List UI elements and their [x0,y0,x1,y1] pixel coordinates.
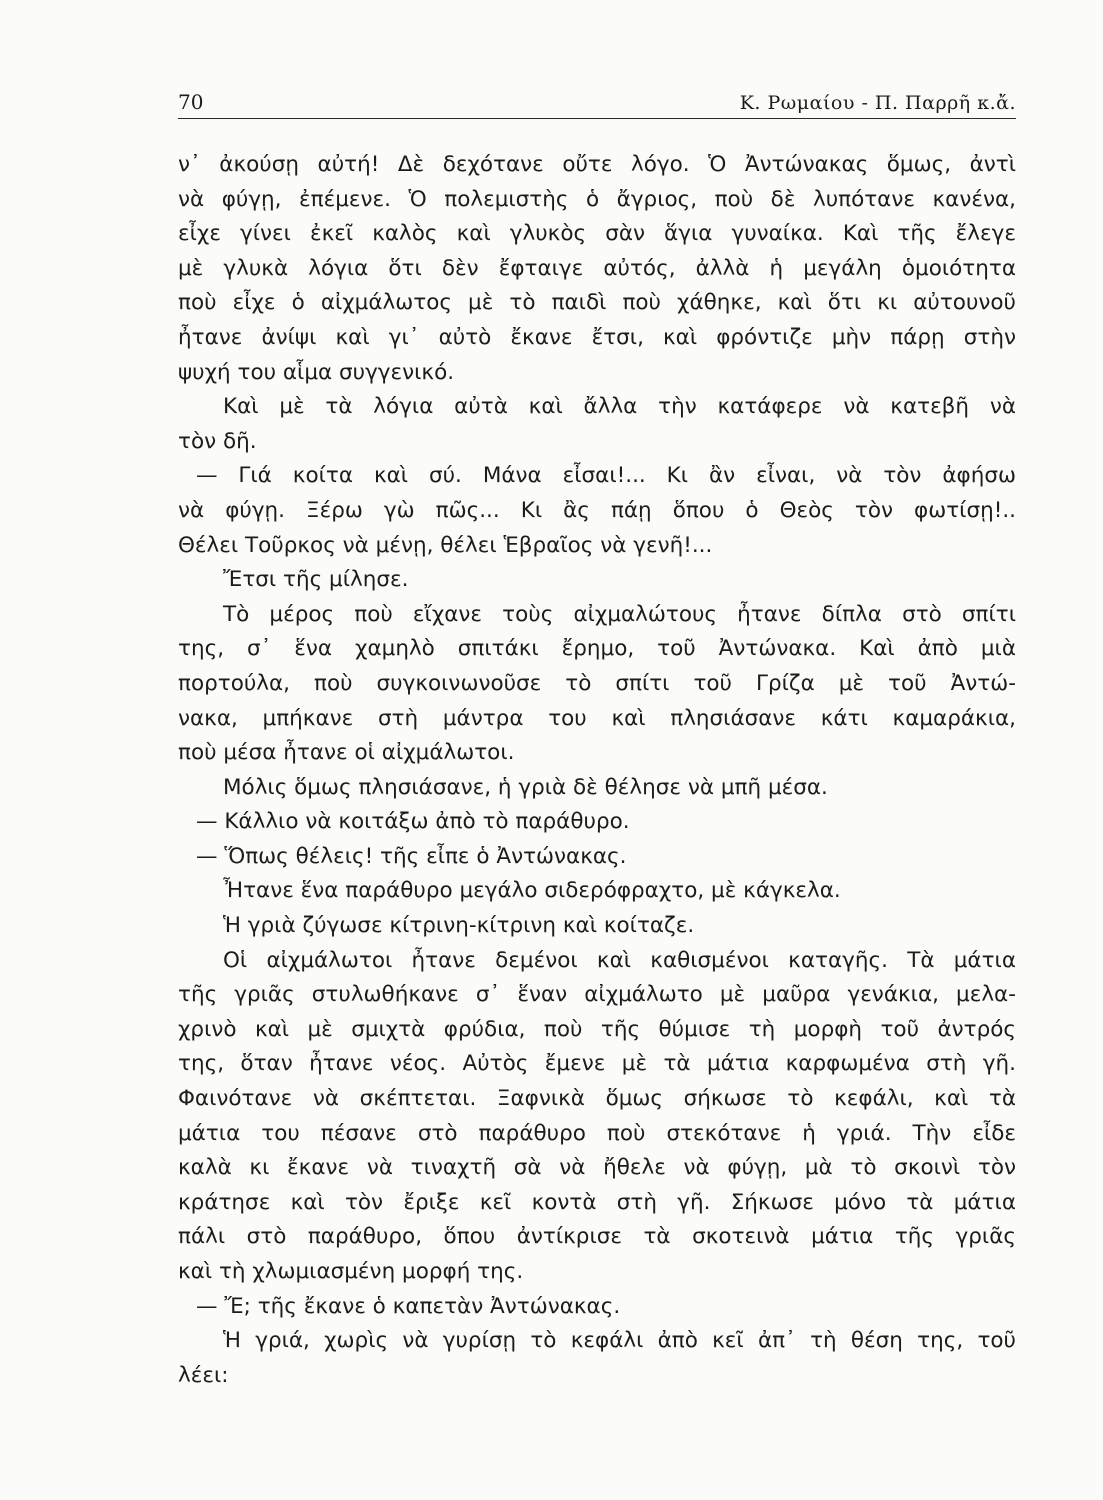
text-line: λέει: [178,1362,229,1388]
text-line: μὲ γλυκὰ λόγια ὅτι δὲν ἔφταιγε αὐτός, ἀλλὰ ἡ μεγάλη ὁμοιότητα [178,255,1016,281]
text-line: καὶ τὴ χλωμιασμένη μορφή της. [178,1259,524,1284]
text-line: πορτούλα, ποὺ συγκοινωνοῦσε τὸ σπίτι τοῦ Γρίζα μὲ τοῦ Ἀντώ- [178,670,1016,696]
text-line: νὰ φύγῃ. Ξέρω γὼ πῶς... Κι ἂς πάῃ ὅπου ὁ Θεὸς τὸν φωτίσῃ!.. [178,497,1016,523]
running-head: Κ. Ρωμαίου - Π. Παρρῆ κ.ἄ. [739,92,1016,114]
body-text [178,148,1016,1393]
text-line: εἶχε γίνει ἐκεῖ καλὸς καὶ γλυκὸς σὰν ἅγια γυναίκα. Καὶ τῆς ἔλεγε [178,221,1016,247]
text-line: ψυχή του αἷμα συγγενικό. [178,359,455,385]
text-line: τὸν δῆ. [178,428,257,454]
page-header [178,78,1016,119]
text-line: Οἱ αἰχμάλωτοι ἦτανε δεμένοι καὶ καθισμένοι καταγῆς. Τὰ μάτια [223,947,1016,973]
text-line: Ἡ γριὰ ζύγωσε κίτρινη-κίτρινη καὶ κοίταζε. [223,913,695,939]
text-line: Ἡ γριά, χωρὶς νὰ γυρίσῃ τὸ κεφάλι ἀπὸ κεῖ ἀπ᾽ τὴ θέση της, τοῦ [223,1328,1016,1354]
text-line: μάτια του πέσανε στὸ παράθυρο ποὺ στεκότανε ἡ γριά. Τὴν εἶδε [178,1120,1016,1146]
text-line: Φαινότανε νὰ σκέπτεται. Ξαφνικὰ ὅμως σήκωσε τὸ κεφάλι, καὶ τὰ [178,1086,1016,1112]
text-line: Τὸ μέρος ποὺ εἴχανε τοὺς αἰχμαλώτους ἦτανε δίπλα στὸ σπίτι [223,601,1016,627]
text-line: Ἔτσι τῆς μίλησε. [223,567,409,593]
text-line: κράτησε καὶ τὸν ἔριξε κεῖ κοντὰ στὴ γῆ. Σήκωσε μόνο τὰ μάτια [178,1189,1016,1215]
text-line: — Κάλλιο νὰ κοιτάξω ἀπὸ τὸ παράθυρο. [196,809,630,835]
text-line: Μόλις ὅμως πλησιάσανε, ἡ γριὰ δὲ θέλησε νὰ μπῆ μέσα. [223,774,828,800]
text-line: Καὶ μὲ τὰ λόγια αὐτὰ καὶ ἄλλα τὴν κατάφερε νὰ κατεβῆ νὰ [223,394,1016,420]
text-line: Θέλει Τοῦρκος νὰ μένῃ, θέλει Ἑβραῖος νὰ γενῆ!... [178,532,713,558]
text-line: πάλι στὸ παράθυρο, ὅπου ἀντίκρισε τὰ σκοτεινὰ μάτια τῆς γριᾶς [178,1224,1016,1250]
text-line: καλὰ κι ἔκανε νὰ τιναχτῆ σὰ νὰ ἤθελε νὰ φύγῃ, μὰ τὸ σκοινὶ τὸν [178,1155,1016,1181]
text-line: της, σ᾽ ἕνα χαμηλὸ σπιτάκι ἔρημο, τοῦ Ἀντώνακα. Καὶ ἀπὸ μιὰ [178,636,1016,662]
text-line: Ἦτανε ἕνα παράθυρο μεγάλο σιδερόφραχτο, μὲ κάγκελα. [223,878,841,904]
text-line: ποὺ εἶχε ὁ αἰχμάλωτος μὲ τὸ παιδὶ ποὺ χάθηκε, καὶ ὅτι κι αὐτουνοῦ [178,290,1016,316]
text-line: ἦτανε ἀνίψι καὶ γι᾽ αὐτὸ ἔκανε ἔτσι, καὶ φρόντιζε μὴν πάρῃ στὴν [178,324,1016,350]
text-line: ν᾽ ἀκούσῃ αὐτή! Δὲ δεχότανε οὔτε λόγο. Ὁ Ἀντώνακας ὅμως, ἀντὶ [178,152,1016,177]
text-line: χρινὸ καὶ μὲ σμιχτὰ φρύδια, ποὺ τῆς θύμισε τὴ μορφὴ τοῦ ἀντρός [178,1016,1016,1042]
text-line: — Ἔ; τῆς ἔκανε ὁ καπετὰν Ἀντώνακας. [196,1293,621,1319]
text-line: τῆς γριᾶς στυλωθήκανε σ᾽ ἕναν αἰχμάλωτο μὲ μαῦρα γενάκια, μελα- [178,982,1016,1008]
page-number: 70 [178,90,204,114]
text-line: νακα, μπήκανε στὴ μάντρα του καὶ πλησιάσανε κάτι καμαράκια, [178,705,1016,731]
text-line: — Γιά κοίτα καὶ σύ. Μάνα εἶσαι!... Κι ἂν εἶναι, νὰ τὸν ἀφήσω [196,463,1016,489]
text-line: — Ὅπως θέλεις! τῆς εἶπε ὁ Ἀντώνακας. [196,843,627,869]
text-line: ποὺ μέσα ἦτανε οἱ αἰχμάλωτοι. [178,740,515,766]
text-line: της, ὅταν ἦτανε νέος. Αὐτὸς ἔμενε μὲ τὰ μάτια καρφωμένα στὴ γῆ. [178,1051,1016,1077]
text-line: νὰ φύγῃ, ἐπέμενε. Ὁ πολεμιστὴς ὁ ἄγριος, ποὺ δὲ λυπότανε κανένα, [178,186,1016,212]
